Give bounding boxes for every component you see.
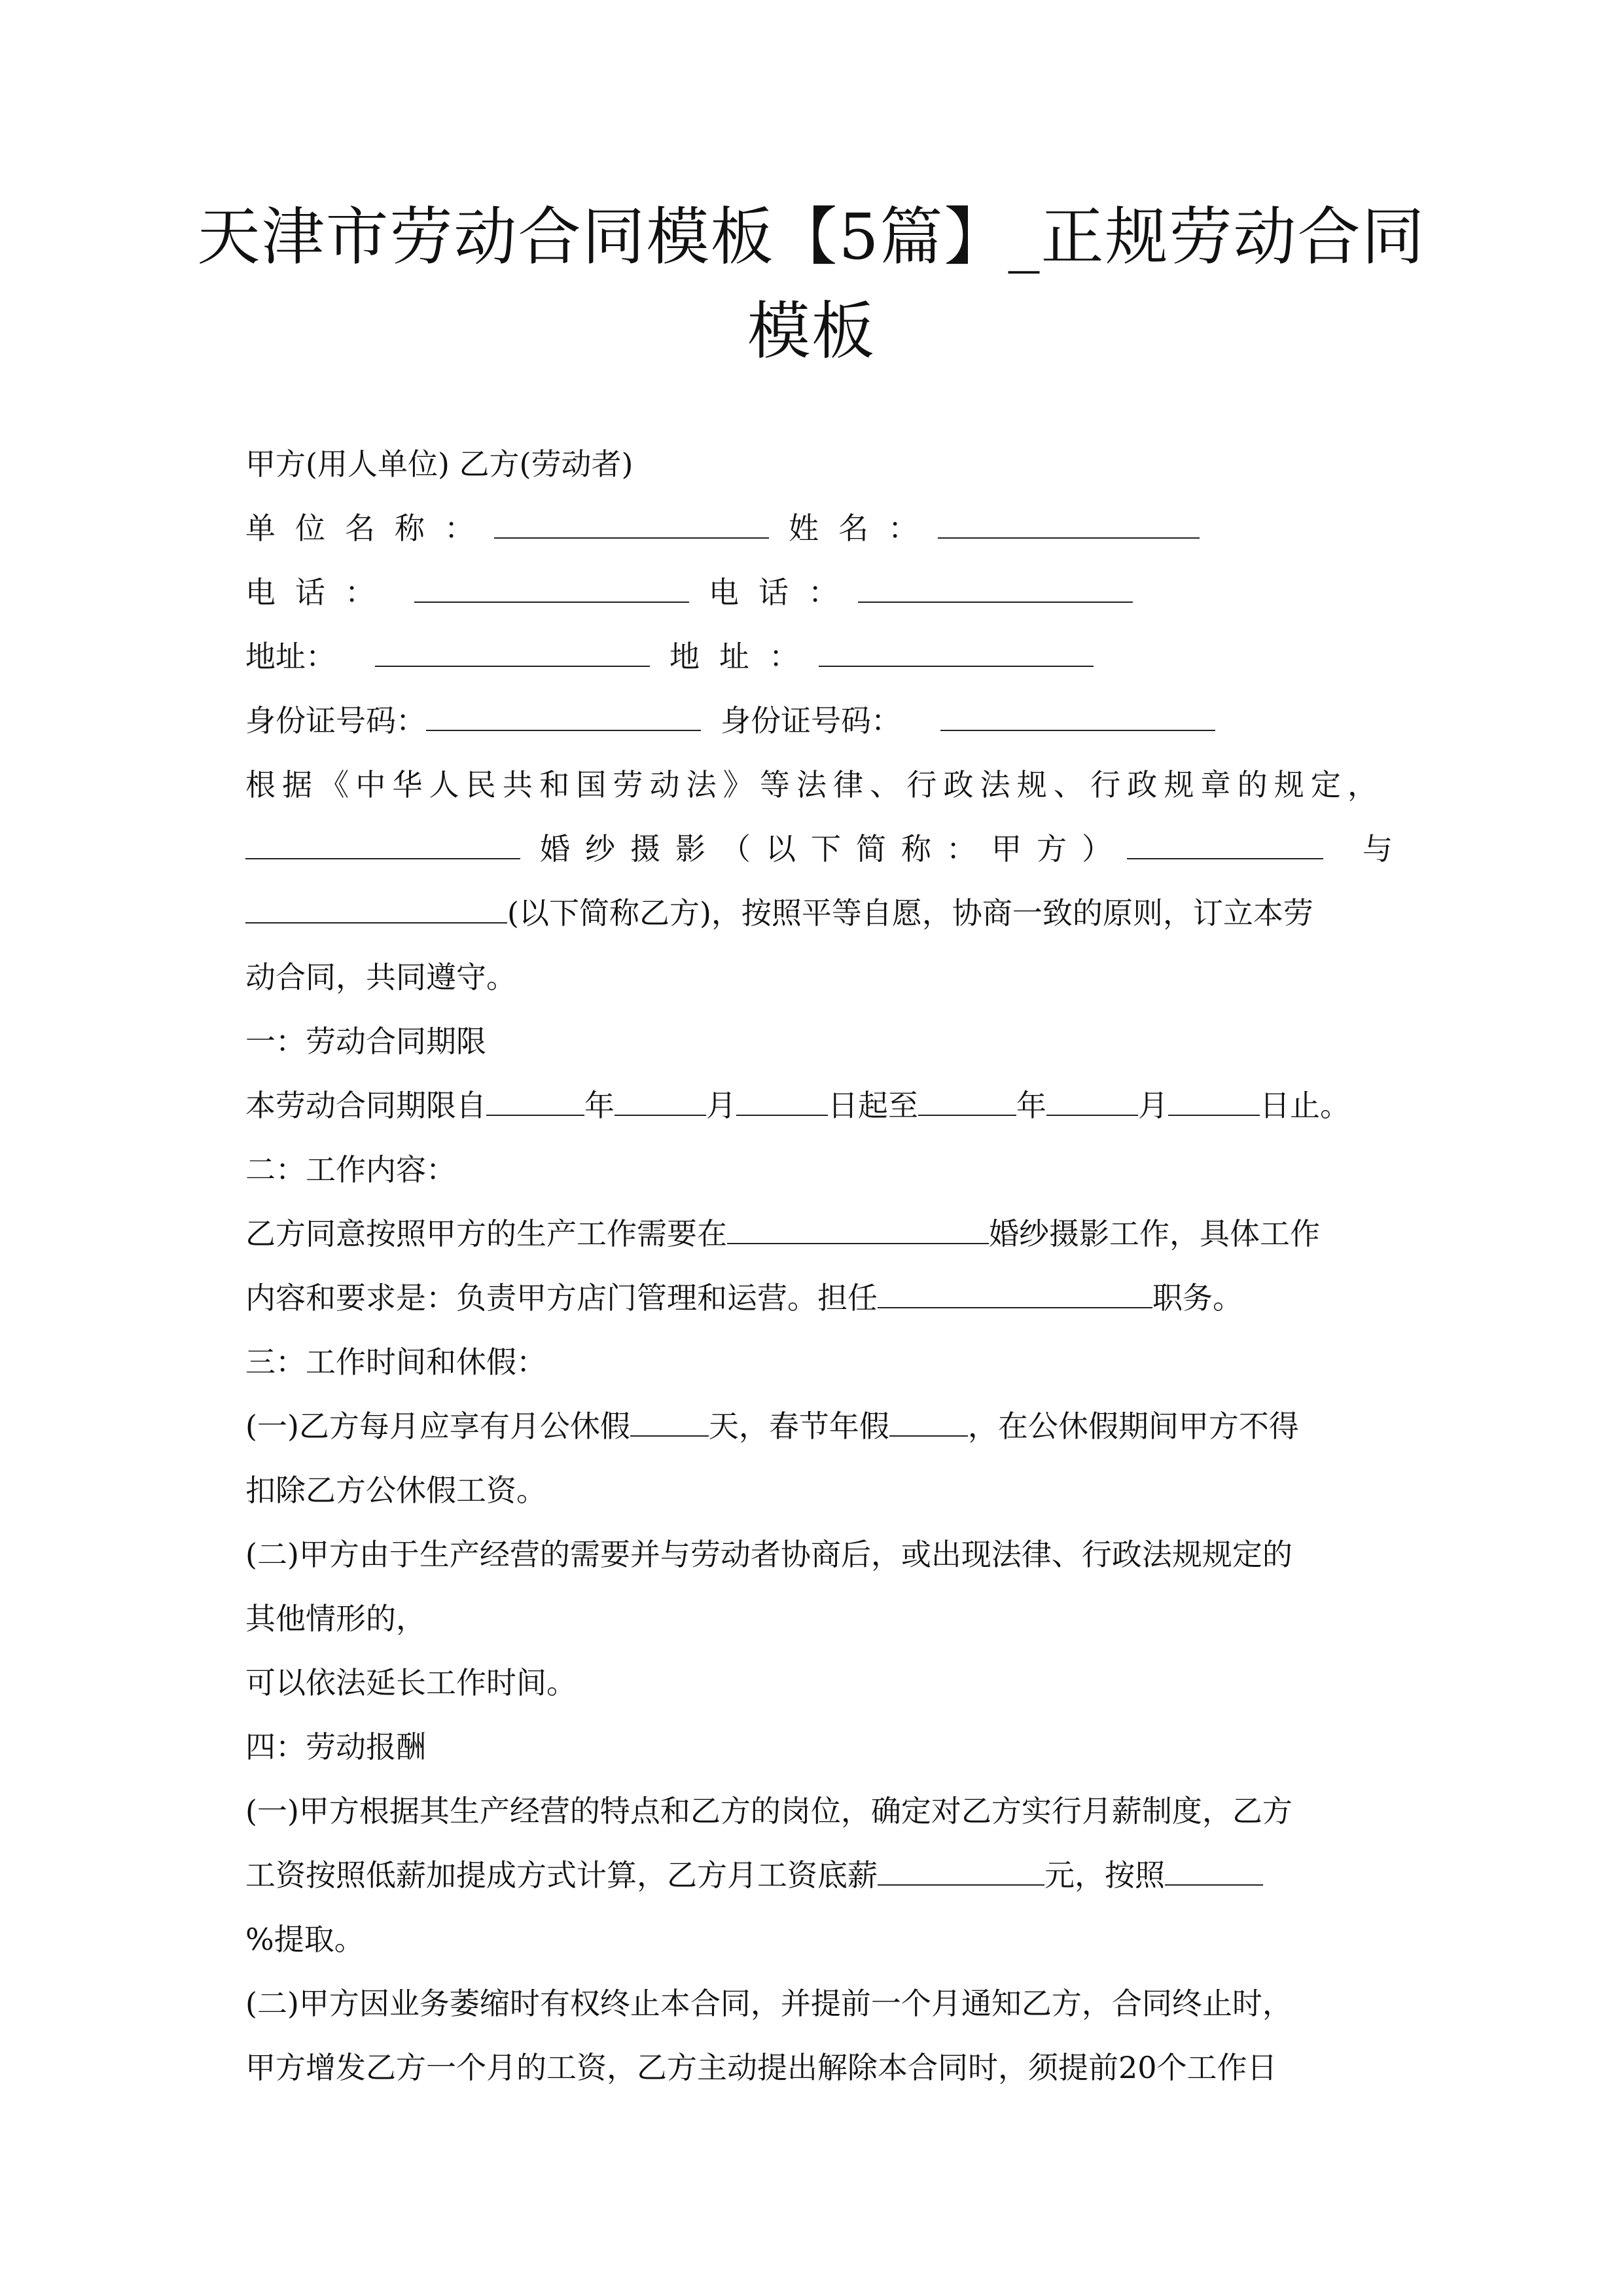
preamble-line-2-mid: 婚纱摄影（以下简称：甲方） [540,831,1127,867]
phone-blank-b[interactable] [858,573,1133,603]
section-3-heading: 三：工作时间和休假： [245,1344,546,1380]
commission-rate-blank[interactable] [1165,1856,1263,1886]
address-label-a: 地址： [245,639,336,674]
base-salary-prefix: 工资按照低薪加提成方式计算，乙方月工资底薪 [245,1857,878,1893]
parties-header: 甲方(用人单位) 乙方(劳动者) [245,446,633,482]
title-line-2: 模板 [747,295,876,368]
year-label-2: 年 [1016,1088,1046,1123]
preamble-line-2-end: 与 [1363,831,1393,867]
document-title [196,190,1427,378]
term-prefix: 本劳动合同期限自 [245,1088,486,1123]
id-label-b: 身份证号码： [721,703,901,738]
overtime-line-2: 其他情形的， [245,1601,426,1636]
name-blank[interactable] [938,509,1200,539]
address-label-b: 地址： [669,639,819,674]
start-day-blank[interactable] [736,1086,828,1116]
day-label-2: 日止。 [1260,1088,1350,1123]
start-year-blank[interactable] [486,1086,584,1116]
address-row [245,624,1378,689]
spring-leave-blank[interactable] [889,1407,968,1437]
work-content-prefix: 乙方同意按照甲方的生产工作需要在 [245,1216,727,1251]
position-suffix: 职务。 [1152,1280,1243,1316]
position-prefix: 内容和要求是：负责甲方店门管理和运营。担任 [245,1280,878,1316]
preamble-line-3-end: (以下简称乙方)，按照平等自愿，协商一致的原则，订立本劳 [507,895,1313,931]
leave-line-2: 扣除乙方公休假工资。 [245,1473,546,1508]
id-row [245,689,1378,753]
end-year-blank[interactable] [918,1086,1016,1116]
title-line-1: 天津市劳动合同模板【5篇】_正规劳动合同 [197,200,1426,274]
work-content-line-2 [245,1266,1378,1330]
id-blank-a[interactable] [426,701,701,731]
name-label: 姓名： [789,511,938,546]
company-blank[interactable] [245,829,520,859]
overtime-line-1: (二)甲方由于生产经营的需要并与劳动者协商后，或出现法律、行政法规规定的 [245,1537,1293,1572]
leave-mid: 天，春节年假 [708,1408,889,1444]
address-blank-a[interactable] [375,637,650,667]
phone-blank-a[interactable] [414,573,689,603]
overtime-line-3: 可以依法延长工作时间。 [245,1665,577,1700]
section-2-heading: 二：工作内容： [245,1152,456,1187]
monthly-leave-blank[interactable] [630,1407,709,1437]
preamble-line-3 [245,881,1378,945]
day-label-1: 日起至 [828,1088,918,1123]
phone-label-b: 电话： [709,575,858,610]
section-4-heading: 四：劳动报酬 [245,1729,426,1765]
leave-suffix: ，在公休假期间甲方不得 [967,1408,1299,1444]
contract-term-line [245,1073,1378,1138]
work-content-suffix: 婚纱摄影工作，具体工作 [989,1216,1320,1251]
end-day-blank[interactable] [1168,1086,1260,1116]
address-blank-b[interactable] [819,637,1094,667]
leave-line-1 [245,1394,1378,1458]
leave-prefix: (一)乙方每月应享有月公休假 [245,1408,630,1444]
termination-line-1: (二)甲方因业务萎缩时有权终止本合同，并提前一个月通知乙方，合同终止时， [245,1986,1293,2021]
position-blank[interactable] [878,1278,1152,1308]
preamble-line-1: 根据《中华人民共和国劳动法》等法律、行政法规、行政规章的规定， [245,767,1378,802]
salary-line-2 [245,1843,1378,1907]
party-b-blank[interactable] [245,893,507,924]
id-label-a: 身份证号码： [245,703,426,738]
phone-row [245,560,1378,624]
month-label-1: 月 [706,1088,736,1123]
id-blank-b[interactable] [940,701,1215,731]
start-month-blank[interactable] [615,1086,706,1116]
termination-line-2: 甲方增发乙方一个月的工资，乙方主动提出解除本合同时，须提前20个工作日 [245,2050,1277,2085]
document-body [245,432,1393,2100]
unit-name-label: 单位名称： [245,511,494,546]
preamble-line-2 [245,817,1393,881]
salary-line-1: (一)甲方根据其生产经营的特点和乙方的岗位，确定对乙方实行月薪制度，乙方 [245,1793,1293,1829]
work-location-blank[interactable] [727,1214,989,1244]
unit-name-row [245,496,1378,560]
unit-name-blank[interactable] [494,509,769,539]
party-a-blank[interactable] [1127,829,1323,859]
section-1-heading: 一：劳动合同期限 [245,1024,486,1059]
year-label-1: 年 [584,1088,615,1123]
end-month-blank[interactable] [1046,1086,1138,1116]
month-label-2: 月 [1138,1088,1168,1123]
salary-line-3: %提取。 [245,1922,365,1957]
work-content-line-1 [245,1202,1378,1266]
phone-label-a: 电话： [245,575,395,610]
base-salary-mid: 元，按照 [1044,1857,1165,1893]
base-salary-blank[interactable] [878,1856,1044,1886]
preamble-line-4: 动合同，共同遵守。 [245,960,516,995]
